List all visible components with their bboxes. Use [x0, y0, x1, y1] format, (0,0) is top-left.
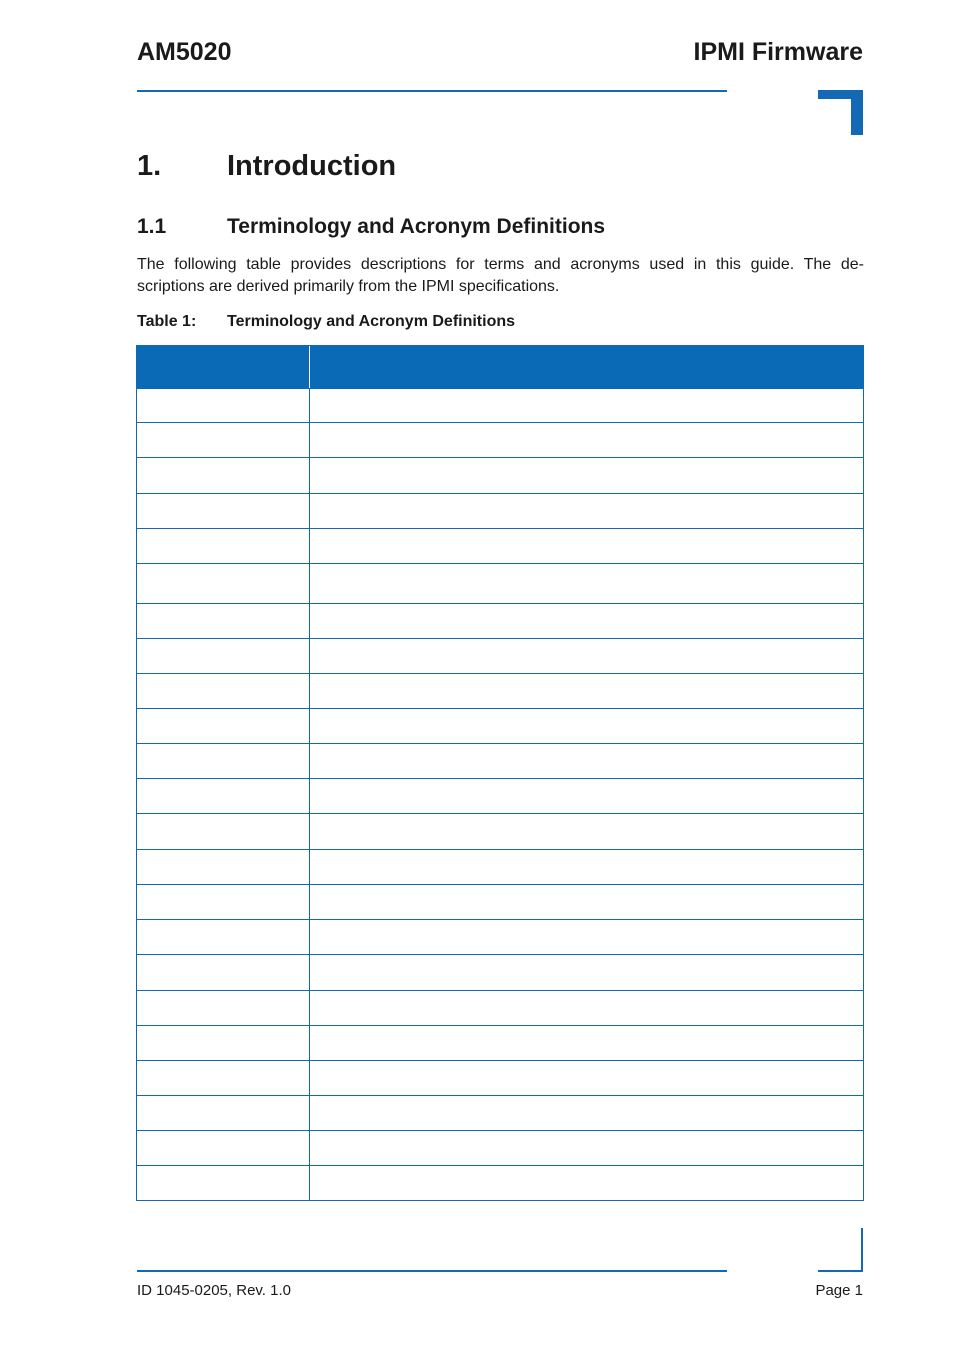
table-header-divider	[309, 346, 310, 388]
term-cell	[137, 423, 310, 457]
description-cell	[310, 494, 863, 528]
document-id: ID 1045-0205, Rev. 1.0	[137, 1282, 291, 1299]
description-cell	[310, 458, 863, 493]
document-title: AM5020	[137, 38, 232, 66]
corner-mark-top-vertical	[851, 90, 863, 135]
table-row	[137, 639, 863, 674]
document-section: IPMI Firmware	[693, 38, 863, 66]
term-cell	[137, 814, 310, 849]
term-cell	[137, 604, 310, 638]
term-cell	[137, 1096, 310, 1130]
paragraph-line-1: The following table provides descriptions for terms and acronyms used in this guide. The de-	[137, 256, 864, 273]
table-row	[137, 388, 863, 423]
page-number: Page 1	[815, 1282, 863, 1299]
term-cell	[137, 564, 310, 603]
term-cell	[137, 1166, 310, 1200]
description-cell	[310, 1166, 863, 1200]
term-cell	[137, 991, 310, 1025]
term-cell	[137, 639, 310, 673]
table-row	[137, 564, 863, 604]
intro-paragraph	[137, 254, 864, 298]
table-row	[137, 674, 863, 709]
table-caption-title: Terminology and Acronym Definitions	[227, 313, 516, 330]
term-cell	[137, 494, 310, 528]
footer-rule	[137, 1270, 727, 1272]
term-cell	[137, 674, 310, 708]
description-cell	[310, 529, 863, 563]
terminology-table	[136, 388, 864, 1201]
term-cell	[137, 850, 310, 884]
term-cell	[137, 779, 310, 813]
description-cell	[310, 779, 863, 813]
table-caption-number: Table 1:	[137, 313, 197, 330]
table-row	[137, 1096, 863, 1131]
table-row	[137, 1061, 863, 1096]
section-title: Terminology and Acronym Definitions	[227, 215, 606, 238]
description-cell	[310, 709, 863, 743]
term-cell	[137, 1026, 310, 1060]
table-row	[137, 779, 863, 814]
table-row	[137, 850, 863, 885]
description-cell	[310, 604, 863, 638]
description-cell	[310, 1096, 863, 1130]
table-row	[137, 458, 863, 494]
table-row	[137, 423, 863, 458]
table-row	[137, 814, 863, 850]
description-cell	[310, 850, 863, 884]
description-cell	[310, 1026, 863, 1060]
term-cell	[137, 458, 310, 493]
table-row	[137, 494, 863, 529]
header-rule	[137, 90, 727, 92]
paragraph-line-2: scriptions are derived primarily from the IPMI specifications.	[137, 278, 560, 295]
table-row	[137, 529, 863, 564]
description-cell	[310, 991, 863, 1025]
table-row	[137, 955, 863, 991]
table-row	[137, 709, 863, 744]
corner-mark-bottom	[818, 1270, 863, 1272]
table-row	[137, 1166, 863, 1201]
table-row	[137, 1026, 863, 1061]
description-cell	[310, 955, 863, 990]
description-cell	[310, 1131, 863, 1165]
table-header-row	[136, 345, 864, 389]
description-cell	[310, 674, 863, 708]
table-row	[137, 920, 863, 955]
term-cell	[137, 885, 310, 919]
chapter-title: Introduction	[227, 150, 397, 182]
table-row	[137, 604, 863, 639]
description-cell	[310, 744, 863, 778]
table-row	[137, 885, 863, 920]
term-cell	[137, 744, 310, 778]
description-cell	[310, 423, 863, 457]
corner-mark-bottom-vertical	[861, 1228, 863, 1272]
term-cell	[137, 529, 310, 563]
description-cell	[310, 564, 863, 603]
table-row	[137, 744, 863, 779]
description-cell	[310, 920, 863, 954]
chapter-number: 1.	[137, 150, 162, 182]
description-cell	[310, 388, 863, 422]
term-cell	[137, 709, 310, 743]
table-row	[137, 1131, 863, 1166]
term-cell	[137, 388, 310, 422]
term-cell	[137, 920, 310, 954]
section-number: 1.1	[137, 215, 167, 238]
term-cell	[137, 1061, 310, 1095]
term-cell	[137, 955, 310, 990]
description-cell	[310, 885, 863, 919]
description-cell	[310, 639, 863, 673]
description-cell	[310, 1061, 863, 1095]
description-cell	[310, 814, 863, 849]
table-row	[137, 991, 863, 1026]
term-cell	[137, 1131, 310, 1165]
